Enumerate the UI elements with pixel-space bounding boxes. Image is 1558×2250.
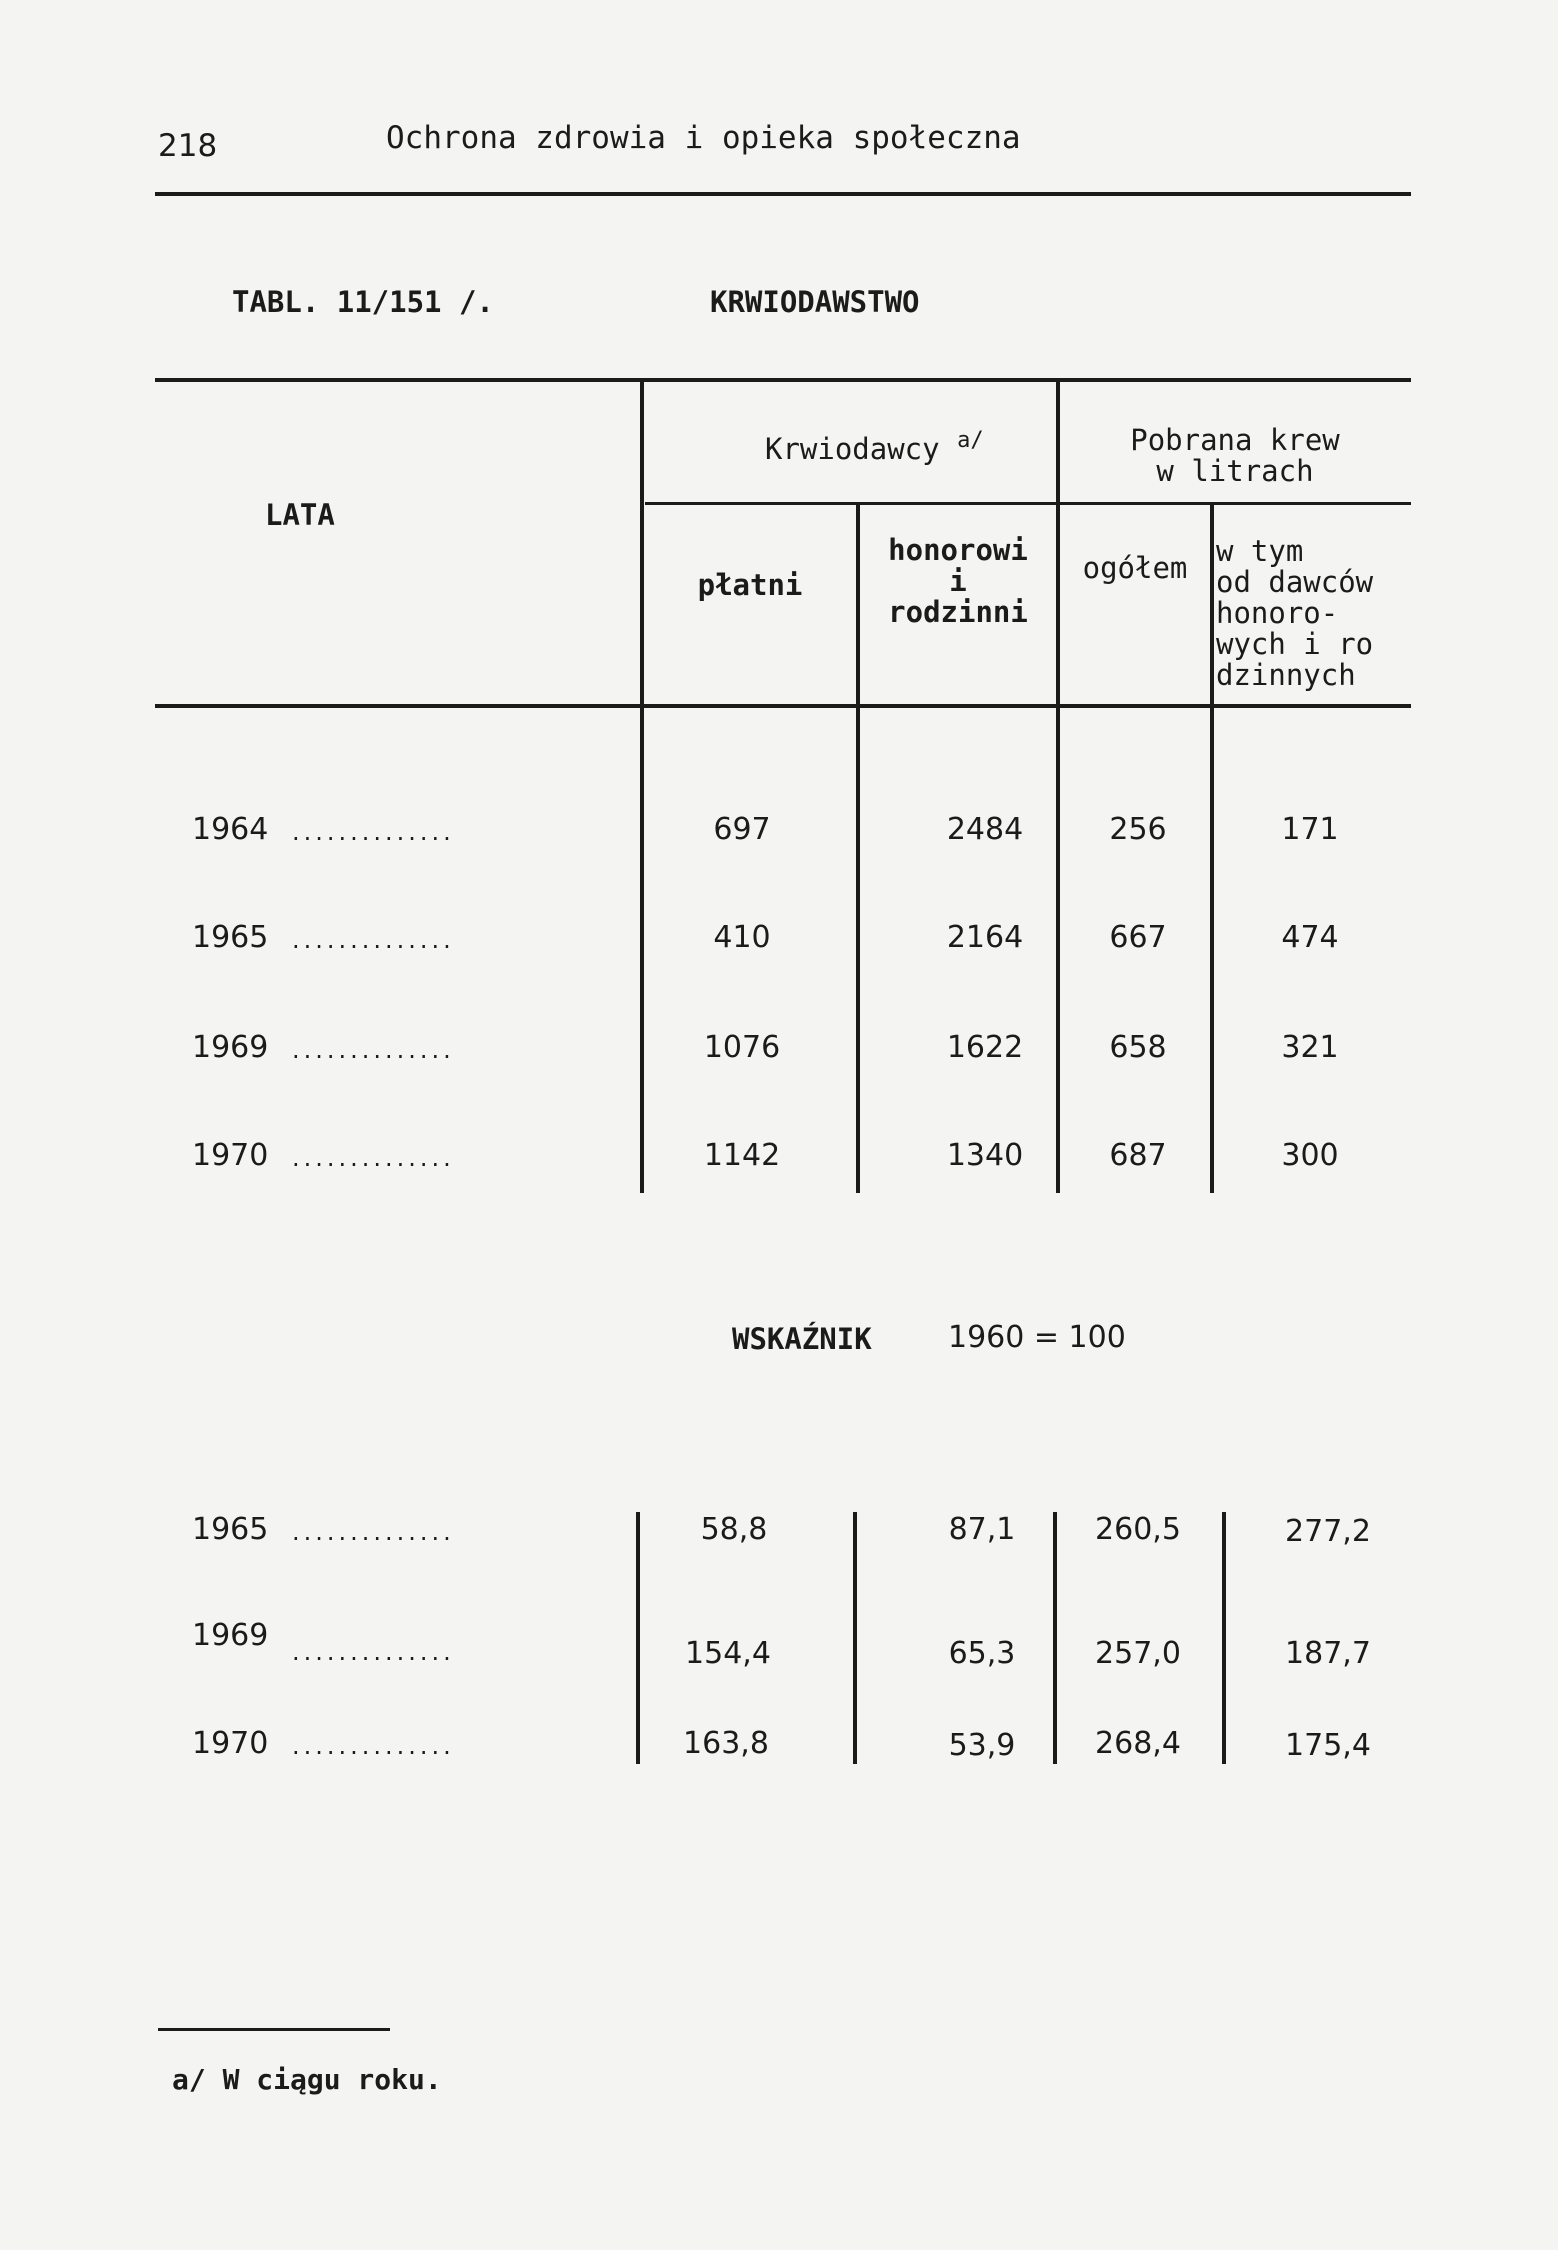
- index-section-base: 1960 = 100: [948, 1320, 1126, 1355]
- row-year: 1969: [192, 1618, 269, 1653]
- cell-honorowi: 65,3: [948, 1636, 1016, 1671]
- cell-wtym: 187,7: [1285, 1636, 1371, 1671]
- row-leader-dots: ..............: [292, 1036, 455, 1064]
- row-year: 1964: [192, 812, 269, 847]
- cell-wtym: 321: [1281, 1030, 1339, 1065]
- cell-ogolem: 257,0: [1095, 1636, 1181, 1671]
- cell-platni: 154,4: [685, 1636, 771, 1671]
- col-platni-header: płatni: [697, 568, 803, 602]
- col-honorowi-header: [860, 535, 1056, 628]
- row-leader-dots: ..............: [292, 1518, 455, 1546]
- row-year: 1970: [192, 1726, 269, 1761]
- row-leader-dots: ..............: [292, 1638, 455, 1666]
- cell-platni: 1142: [703, 1138, 781, 1173]
- table-title: KRWIODAWSTWO: [710, 285, 920, 319]
- cell-wtym: 300: [1281, 1138, 1339, 1173]
- col-divider-3: [1056, 380, 1060, 1193]
- col-wtym-line5: dzinnych: [1216, 658, 1356, 692]
- cell-ogolem: 260,5: [1095, 1512, 1181, 1547]
- group-krwiodawcy-header: [765, 425, 984, 465]
- cell-honorowi: 2164: [946, 920, 1024, 955]
- index-col-divider-2: [853, 1512, 857, 1764]
- col-wtym-line3: honoro-: [1216, 596, 1339, 630]
- cell-honorowi: 1340: [946, 1138, 1024, 1173]
- group-pobrana-line1: Pobrana krew: [1130, 423, 1340, 457]
- row-leader-dots: ..............: [292, 818, 455, 846]
- col-divider-1: [640, 380, 644, 1193]
- table-top-rule: [155, 378, 1411, 382]
- row-year: 1965: [192, 1512, 269, 1547]
- cell-ogolem: 256: [1109, 812, 1167, 847]
- group-pobrana-line2: w litrach: [1156, 454, 1314, 488]
- index-col-divider-4: [1222, 1512, 1226, 1764]
- cell-ogolem: 687: [1109, 1138, 1167, 1173]
- row-leader-dots: ..............: [292, 1144, 455, 1172]
- row-year: 1965: [192, 920, 269, 955]
- row-leader-dots: ..............: [292, 1732, 455, 1760]
- index-col-divider-1: [636, 1512, 640, 1764]
- col-wtym-line1: w tym: [1216, 534, 1304, 568]
- cell-honorowi: 2484: [946, 812, 1024, 847]
- col-lata-header: LATA: [265, 498, 335, 532]
- group-pobrana-header: [1060, 425, 1410, 487]
- cell-platni: 697: [713, 812, 771, 847]
- col-divider-4: [1210, 504, 1214, 1193]
- subheader-rule: [645, 502, 1411, 505]
- cell-platni: 1076: [703, 1030, 781, 1065]
- cell-wtym: 171: [1281, 812, 1339, 847]
- cell-wtym: 277,2: [1285, 1514, 1371, 1549]
- cell-ogolem: 268,4: [1095, 1726, 1181, 1761]
- row-year: 1970: [192, 1138, 269, 1173]
- index-col-divider-3: [1053, 1512, 1057, 1764]
- row-year: 1969: [192, 1030, 269, 1065]
- group-krwiodawcy-label: Krwiodawcy: [765, 432, 940, 466]
- footnote: a/ W ciągu roku.: [172, 2063, 442, 2096]
- cell-platni: 58,8: [700, 1512, 768, 1547]
- col-honorowi-line1: honorowi: [888, 533, 1028, 567]
- cell-wtym: 474: [1281, 920, 1339, 955]
- cell-wtym: 175,4: [1285, 1728, 1371, 1763]
- header-bottom-rule: [155, 704, 1411, 708]
- col-honorowi-line3: rodzinni: [888, 595, 1028, 629]
- group-krwiodawcy-sup: a/: [957, 428, 984, 453]
- page-number: 218: [158, 128, 218, 164]
- col-honorowi-line2: i: [949, 564, 967, 598]
- cell-honorowi: 1622: [946, 1030, 1024, 1065]
- cell-platni: 163,8: [683, 1726, 769, 1761]
- col-wtym-line2: od dawców: [1216, 565, 1374, 599]
- cell-ogolem: 667: [1109, 920, 1167, 955]
- row-leader-dots: ..............: [292, 926, 455, 954]
- index-section-title: WSKAŹNIK: [732, 1322, 872, 1356]
- col-wtym-header: [1216, 536, 1406, 691]
- table-label: TABL. 11/151 /.: [232, 285, 494, 319]
- cell-ogolem: 658: [1109, 1030, 1167, 1065]
- col-ogolem-header: ogółem: [1082, 551, 1188, 585]
- cell-honorowi: 87,1: [948, 1512, 1016, 1547]
- footnote-rule: [158, 2028, 390, 2031]
- header-rule: [155, 192, 1411, 196]
- running-title: Ochrona zdrowia i opieka społeczna: [386, 120, 1021, 156]
- cell-honorowi: 53,9: [948, 1728, 1016, 1763]
- col-wtym-line4: wych i ro: [1216, 627, 1374, 661]
- cell-platni: 410: [713, 920, 771, 955]
